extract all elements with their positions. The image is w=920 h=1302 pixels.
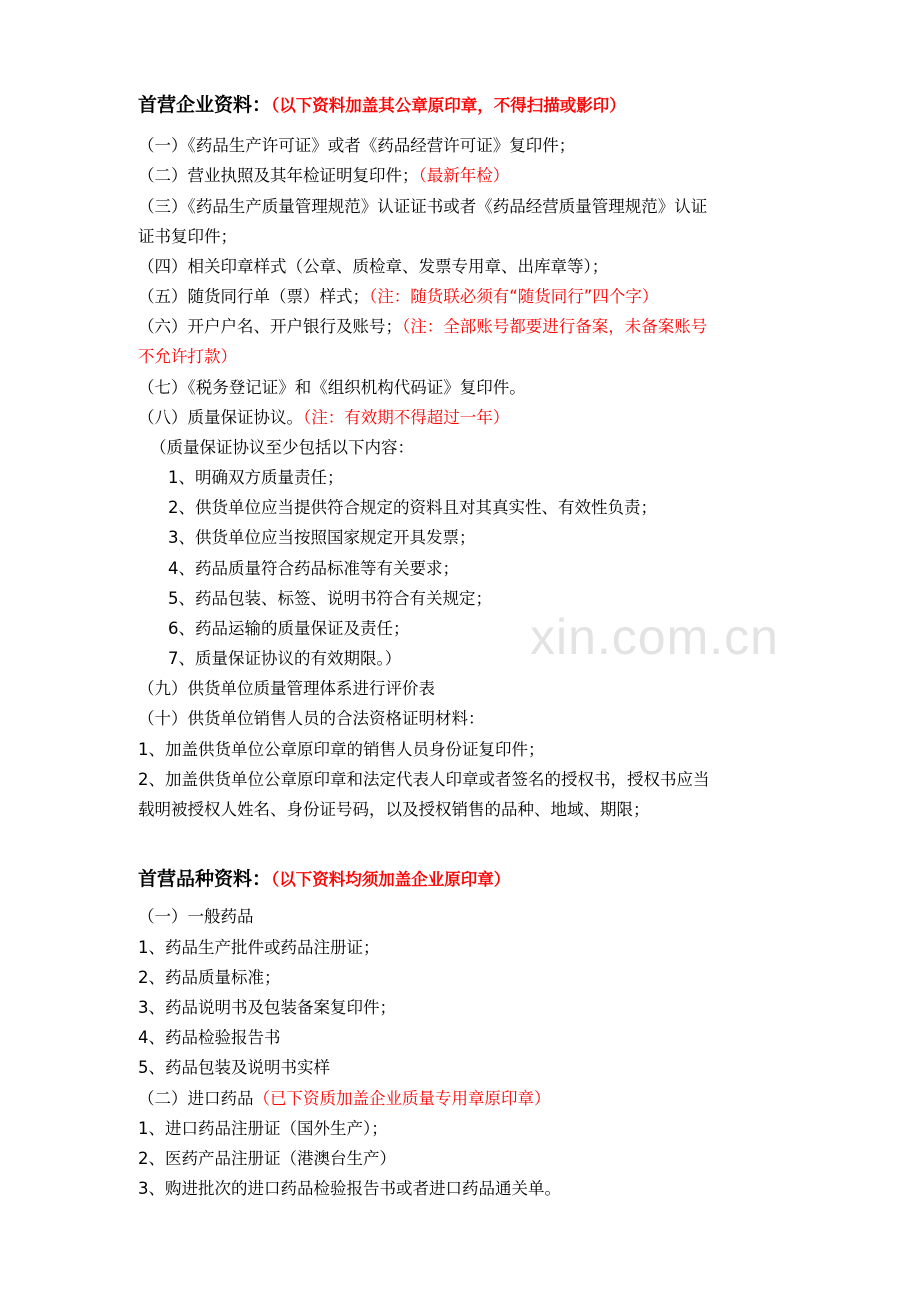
- list-item: 3、购进批次的进口药品检验报告书或者进口药品通关单。: [138, 1179, 561, 1198]
- list-item: （二）营业执照及其年检证明复印件；（最新年检）: [138, 166, 510, 185]
- red-note: （注：有效期不得超过一年）: [303, 408, 510, 427]
- list-item: 1、药品生产批件或药品注册证；: [138, 938, 380, 957]
- list-item: （七）《税务登记证》和《组织机构代码证》复印件。: [138, 378, 526, 397]
- agreement-intro: （质量保证协议至少包括以下内容：: [150, 438, 414, 457]
- list-item: 2、药品质量标准；: [138, 968, 281, 987]
- list-item: 3、药品说明书及包装备案复印件；: [138, 998, 396, 1017]
- list-item: 4、药品检验报告书: [138, 1028, 281, 1047]
- subsection-heading: （一）一般药品: [138, 907, 254, 926]
- agreement-item: 6、药品运输的质量保证及责任；: [168, 619, 410, 638]
- subsection-heading: （二）进口药品（已下资质加盖企业质量专用章原印章）: [138, 1089, 551, 1108]
- list-item: （五）随货同行单（票）样式；（注：随货联必须有“随货同行”四个字）: [138, 287, 659, 306]
- list-item: （八）质量保证协议。（注：有效期不得超过一年）: [138, 408, 510, 427]
- sub-item: 1、加盖供货单位公章原印章的销售人员身份证复印件；: [138, 740, 545, 759]
- list-item-continued: 证书复印件；: [138, 227, 237, 246]
- red-note: （最新年检）: [418, 166, 510, 185]
- section2-note: （以下资料均须加盖企业原印章）: [271, 870, 511, 889]
- section1-title: 首营企业资料：: [138, 94, 272, 116]
- section2-title: 首营品种资料：: [138, 868, 272, 890]
- list-item: 5、药品包装及说明书实样: [138, 1058, 330, 1077]
- agreement-item: 1、明确双方质量责任；: [168, 468, 344, 487]
- section2-heading: [138, 868, 510, 891]
- watermark: xin.com.cn: [530, 609, 779, 665]
- sub-item-continued: 载明被授权人姓名、身份证号码，以及授权销售的品种、地域、期限；: [138, 800, 650, 819]
- red-note: （注：随货联必须有“随货同行”四个字）: [369, 287, 659, 306]
- section1-note: （以下资料加盖其公章原印章，不得扫描或影印）: [271, 96, 626, 115]
- agreement-item: 7、质量保证协议的有效期限。）: [168, 649, 402, 668]
- section1-heading: [138, 94, 626, 117]
- list-item: （六）开户户名、开户银行及账号；（注：全部账号都要进行备案，未备案账号: [138, 317, 708, 336]
- list-item: （九）供货单位质量管理体系进行评价表: [138, 679, 435, 698]
- agreement-item: 2、供货单位应当提供符合规定的资料且对其真实性、有效性负责；: [168, 498, 657, 517]
- agreement-item: 3、供货单位应当按照国家规定开具发票；: [168, 528, 476, 547]
- list-item: （一）《药品生产许可证》或者《药品经营许可证》复印件；: [138, 136, 576, 155]
- agreement-item: 5、药品包装、标签、说明书符合有关规定；: [168, 589, 492, 608]
- red-note-continued: 不允许打款）: [138, 347, 237, 366]
- sub-item: 2、加盖供货单位公章原印章和法定代表人印章或者签名的授权书，授权书应当: [138, 770, 710, 789]
- red-note: （已下资质加盖企业质量专用章原印章）: [253, 1089, 551, 1108]
- list-item: （四）相关印章样式（公章、质检章、发票专用章、出库章等）；: [138, 257, 609, 276]
- list-item: 1、进口药品注册证（国外生产）；: [138, 1119, 388, 1138]
- red-note: （注：全部账号都要进行备案，未备案账号: [402, 317, 708, 336]
- list-item: 2、医药产品注册证（港澳台生产）: [138, 1149, 396, 1168]
- list-item: （十）供货单位销售人员的合法资格证明材料：: [138, 709, 485, 728]
- agreement-item: 4、药品质量符合药品标准等有关要求；: [168, 559, 459, 578]
- list-item: （三）《药品生产质量管理规范》认证证书或者《药品经营质量管理规范》认证: [138, 197, 708, 216]
